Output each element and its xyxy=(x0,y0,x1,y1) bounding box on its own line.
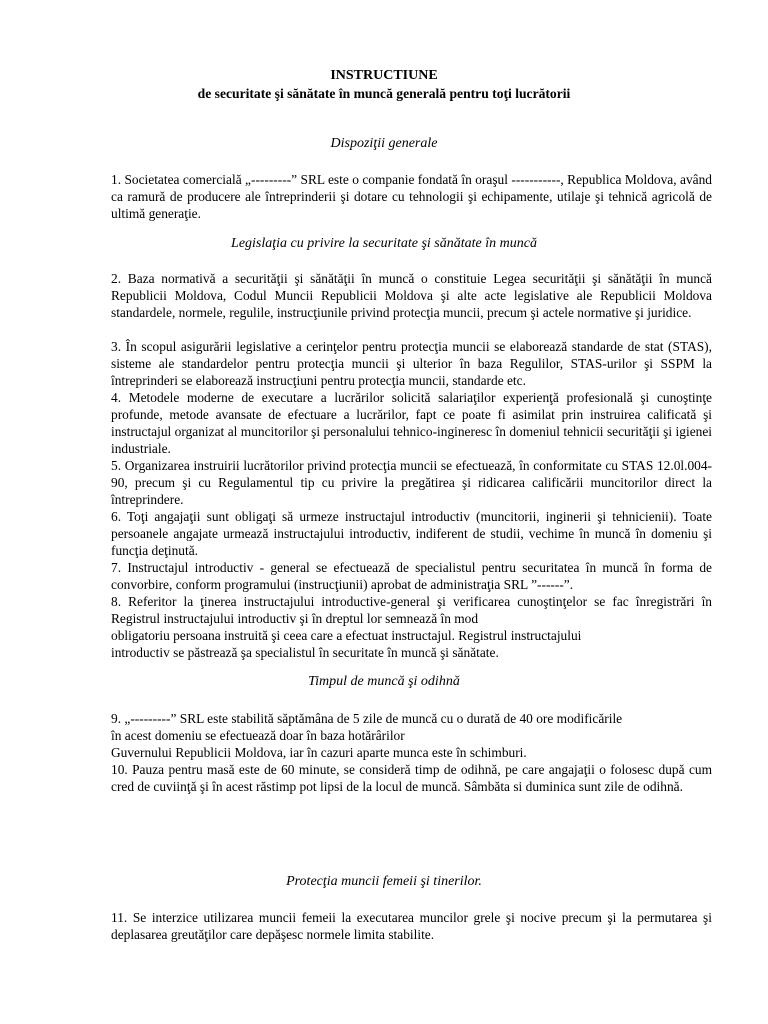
paragraph-6: 6. Toţi angajaţii sunt obligaţi să urmeze instructajul introductiv (muncitorii, inginerii şi tehnicienii). Toate persoanele angajate urmează instructajului introductiv, indiferent de studii, vechime în muncă în domeniu şi funcţia deţinută. xyxy=(111,509,712,558)
paragraph-9-line-2: în acest domeniu se efectuează doar în baza hotărârilor xyxy=(111,728,405,743)
paragraph-2: 2. Baza normativă a securităţii şi sănătăţii în muncă o constituie Legea securităţii şi sănătăţii în muncă Republicii Moldova, Codul Muncii Republicii Moldova şi alte acte legislative ale Republicii Moldova standardele, normele, regulile, instrucţiunile privind protecţia muncii, precum şi actele normative şi juridice. xyxy=(111,271,712,320)
paragraph-8-line-3: introductiv se păstrează şa specialistul în securitate în muncă şi sănătate. xyxy=(111,645,499,660)
paragraph-4: 4. Metodele moderne de executare a lucrărilor solicită salariaţilor experienţă profesională şi cunoştinţe profunde, metode avansate de efectuare a lucrărilor, fapt ce poate fi asimilat prin instruirea calificată şi instructajul organizat al muncitorilor şi personalului tehnico-ingineresc în domeniul tehnicii securităţii şi igienei industriale. xyxy=(111,390,712,456)
paragraph-9-line-3: Guvernului Republicii Moldova, iar în cazuri aparte munca este în schimburi. xyxy=(111,745,527,760)
paragraph-11: 11. Se interzice utilizarea muncii femeii la executarea muncilor grele şi nocive precum şi la permutarea şi deplasarea greutăţilor care depăşesc normele limita stabilite. xyxy=(111,910,712,942)
paragraph-9-line-1: 9. „---------” SRL este stabilită săptămâna de 5 zile de muncă cu o durată de 40 ore modificările xyxy=(111,711,623,726)
paragraph-5: 5. Organizarea instruirii lucrătorilor privind protecţia muncii se efectuează, în conformitate cu STAS 12.0l.004-90, precum şi cu Regulamentul tip cu privire la pregătirea şi ridicarea calificării muncitorilor direct la întreprindere. xyxy=(111,458,712,507)
document-title: INSTRUCTIUNE xyxy=(330,68,438,83)
paragraph-10: 10. Pauza pentru masă este de 60 minute, se consideră timp de odihnă, pe care angajaţii o folosesc după cum cred de cuviinţă şi în acest răstimp pot lipsi de la locul de muncă. Sâmbăta si duminica sunt zile de odihnă. xyxy=(111,762,712,794)
document-subtitle: de securitate şi sănătate în muncă generală pentru toţi lucrătorii xyxy=(197,86,571,101)
section-heading-general: Dispoziţii generale xyxy=(330,136,438,151)
section-heading-legislation: Legislaţia cu privire la securitate şi sănătate în muncă xyxy=(231,236,537,251)
section-heading-work-time: Timpul de muncă şi odihnă xyxy=(308,674,460,689)
paragraph-1: 1. Societatea comercială „---------” SRL este o companie fondată în oraşul -----------, Republica Moldova, având ca ramură de producere ale întreprinderii şi dotare cu tehnologii şi echipamente, utilaje şi tehnică agricolă de ultimă generaţie. xyxy=(111,172,712,221)
paragraph-8-line-2: obligatoriu persoana instruită şi ceea care a efectuat instructajul. Registrul instructajului xyxy=(111,628,582,643)
section-heading-women-youth: Protecţia muncii femeii şi tinerilor. xyxy=(286,874,482,889)
paragraph-7: 7. Instructajul introductiv - general se efectuează de specialistul pentru securitatea în muncă în forma de convorbire, conform programului (instrucţiunii) aprobat de administraţia SRL ”------”. xyxy=(111,560,712,592)
paragraph-8: 8. Referitor la ţinerea instructajului introductive-general şi verificarea cunoştinţelor se fac înregistrări în Registrul instructajului introductiv şi în dreptul lor semnează în mod xyxy=(111,594,712,626)
paragraph-3: 3. În scopul asigurării legislative a cerinţelor pentru protecţia muncii se elaborează standarde de stat (STAS), sisteme ale standardelor pentru protecţia muncii şi ulterior în baza Regulilor, STAS-urilor şi SSPM la întreprinderi se elaborează instrucţiuni pentru protecţia muncii, standarde etc. xyxy=(111,339,712,388)
